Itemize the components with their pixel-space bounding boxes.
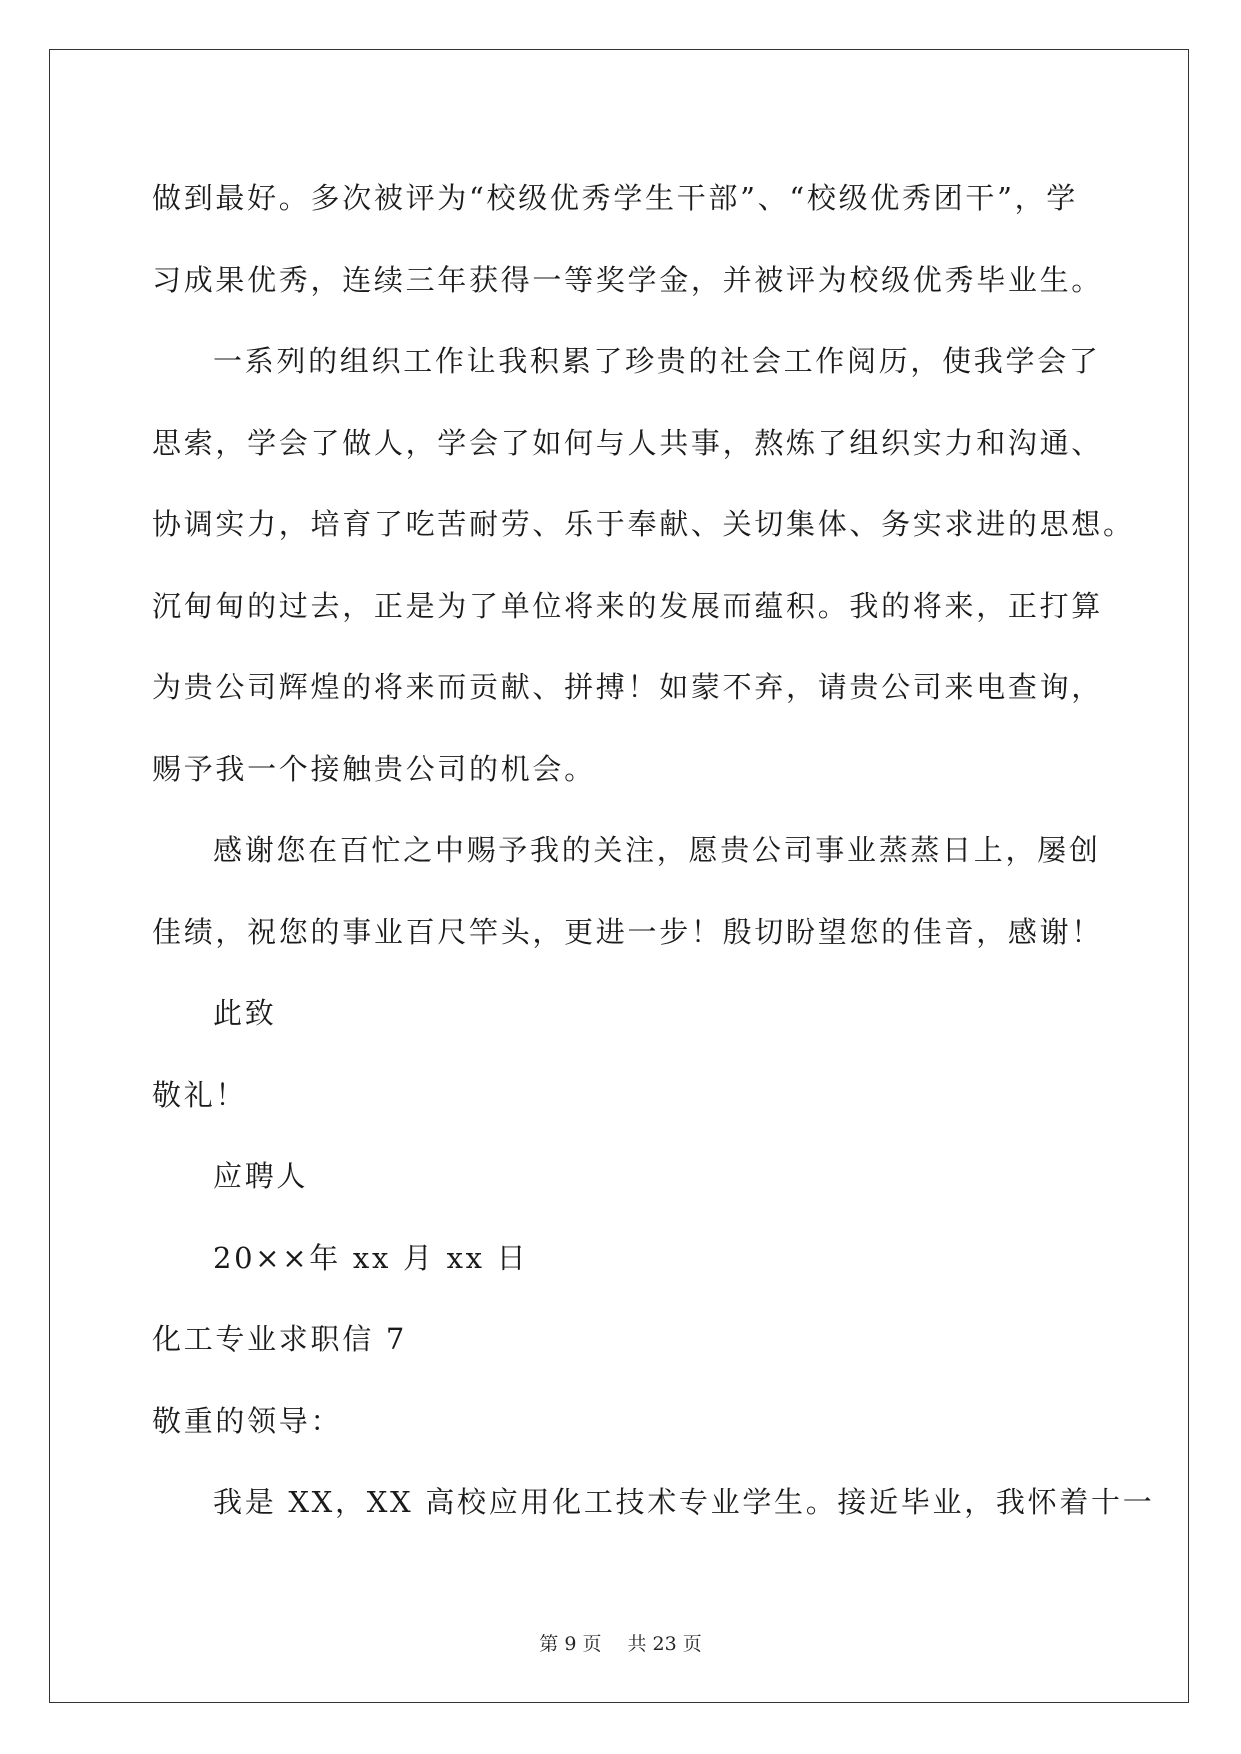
page-footer — [0, 1629, 1241, 1656]
page-total: 共 23 页 — [627, 1633, 702, 1655]
text-line: 我是 XX，XX 高校应用化工技术专业学生。接近毕业，我怀着十一 — [213, 1485, 1155, 1519]
text-line: 思索，学会了做人，学会了如何与人共事，熬炼了组织实力和沟通、 — [152, 425, 1104, 460]
text-line: 一系列的组织工作让我积累了珍贵的社会工作阅历，使我学会了 — [213, 344, 1101, 378]
text-line: 习成果优秀，连续三年获得一等奖学金，并被评为校级优秀毕业生。 — [152, 262, 1104, 297]
document-body — [152, 158, 1155, 1544]
text-line: 赐予我一个接触贵公司的机会。 — [152, 751, 596, 786]
text-line: 佳绩，祝您的事业百尺竿头，更进一步！殷切盼望您的佳音，感谢！ — [152, 914, 1104, 949]
closing-regards: 敬礼！ — [152, 1077, 248, 1112]
text-line: 为贵公司辉煌的将来而贡献、拼搏！如蒙不弃，请贵公司来电查询， — [152, 670, 1104, 704]
text-line: 做到最好。多次被评为“校级优秀学生干部”、“校级优秀团干”，学 — [152, 181, 1079, 215]
text-line: 沉甸甸的过去，正是为了单位将来的发展而蕴积。我的将来，正打算 — [152, 588, 1104, 623]
page-number: 第 9 页 — [539, 1633, 602, 1655]
section-title: 化工专业求职信 7 — [152, 1322, 407, 1356]
closing-salutation: 此致 — [213, 996, 277, 1030]
text-line: 协调实力，培育了吃苦耐劳、乐于奉献、关切集体、务实求进的思想。 — [152, 507, 1135, 541]
letter-greeting: 敬重的领导： — [152, 1403, 343, 1438]
text-line: 感谢您在百忙之中赐予我的关注，愿贵公司事业蒸蒸日上，屡创 — [213, 833, 1101, 867]
signature-label: 应聘人 — [213, 1159, 309, 1193]
signature-date: 20××年 xx 月 xx 日 — [213, 1240, 529, 1275]
